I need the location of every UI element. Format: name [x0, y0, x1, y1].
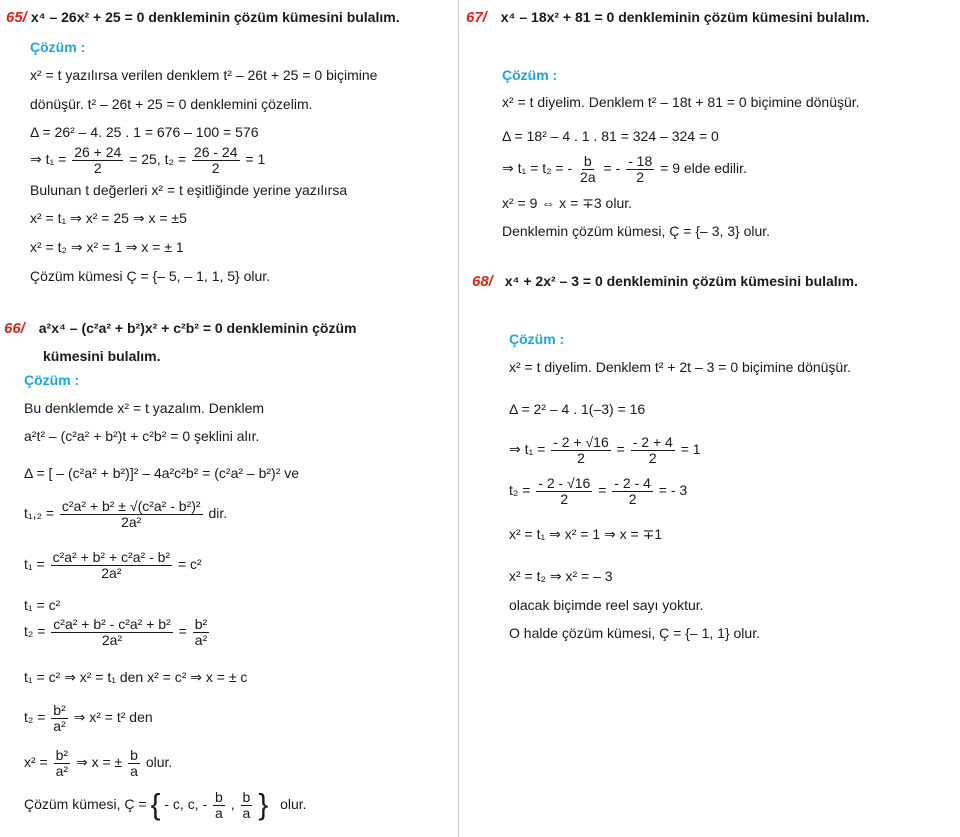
text-line: t₁ = c² ⇒ x² = t₁ den x² = c² ⇒ x = ± c: [24, 669, 248, 685]
right-brace: }: [258, 788, 269, 822]
problem-number: 66/: [4, 320, 25, 337]
equation-text: = 1: [680, 441, 701, 458]
equation-text: =: [598, 482, 607, 499]
fraction: [551, 435, 611, 466]
numerator: 26 - 24: [193, 144, 238, 160]
equation-text: t₂ =: [24, 709, 46, 726]
equation-text: ⇒ x² = t² den: [73, 709, 153, 726]
denominator: a: [215, 805, 223, 821]
denominator: a²: [55, 763, 69, 779]
fraction: [54, 748, 70, 779]
equation-line: [24, 499, 227, 530]
text-line: Bu denklemde x² = t yazalım. Denklem: [24, 400, 265, 416]
fraction: [578, 154, 598, 185]
equation-text: = 9 elde edilir.: [660, 160, 747, 177]
numerator: b²: [55, 747, 69, 763]
text-line: x² = t₁ ⇒ x² = 25 ⇒ x = ±5: [30, 210, 187, 226]
text-line: Bulunan t değerleri x² = t eşitliğinde yerine yazılırsa: [30, 182, 348, 198]
denominator: 2: [211, 160, 220, 176]
equation-text: ,: [230, 796, 235, 813]
denominator: 2a²: [101, 632, 123, 648]
problem-67-heading: [466, 8, 869, 27]
text-line: Δ = 18² – 4 . 1 . 81 = 324 – 324 = 0: [502, 128, 719, 144]
equation-text: t₂ =: [509, 482, 531, 499]
equation-text: olur.: [280, 796, 307, 813]
fraction: [241, 790, 253, 821]
equation-text: t₂ =: [24, 623, 46, 640]
fraction: [631, 435, 675, 466]
numerator: - 2 - 4: [614, 475, 651, 491]
numerator: b²: [53, 702, 66, 718]
denominator: 2a²: [101, 565, 122, 581]
denominator: a: [130, 763, 138, 779]
numerator: c²a² + b² + c²a² - b²: [52, 549, 171, 565]
equation-text: =: [178, 623, 187, 640]
denominator: 2: [636, 169, 645, 185]
problem-statement-cont: kümesini bulalım.: [43, 348, 161, 364]
text-line: x² = t₁ ⇒ x² = 1 ⇒ x = ∓1: [509, 526, 663, 542]
equation-text: = -: [603, 160, 621, 177]
numerator: b: [242, 789, 251, 805]
equation-line: [24, 617, 211, 648]
text-line: x² = 9 ⇔ x = ∓3 olur.: [502, 195, 633, 211]
text-line: Δ = 26² – 4. 25 . 1 = 676 – 100 = 576: [30, 124, 259, 140]
text-line: t₁ = c²: [24, 597, 61, 613]
text-line: olacak biçimde reel sayı yoktur.: [509, 597, 704, 613]
problem-statement: x⁴ + 2x² – 3 = 0 denkleminin çözüm kümesini bulalım.: [504, 273, 858, 289]
problem-statement: x⁴ – 18x² + 81 = 0 denkleminin çözüm kümesini bulalım.: [500, 9, 870, 25]
text-line: x² = t yazılırsa verilen denklem t² – 26t + 25 = 0 biçimine: [30, 67, 378, 83]
fraction: [72, 145, 123, 176]
equation-line: [509, 476, 687, 507]
fraction: [60, 499, 203, 530]
equation-text: = c²: [177, 556, 202, 573]
numerator: - 2 + √16: [553, 434, 609, 450]
text-line: O halde çözüm kümesi, Ç = {– 1, 1} olur.: [509, 625, 760, 641]
text-line: Δ = [ – (c²a² + b²)]² – 4a²c²b² = (c²a² – b²)² ve: [24, 465, 300, 481]
text-line: Çözüm kümesi Ç = {– 5, – 1, 1, 5} olur.: [30, 268, 271, 284]
denominator: 2a: [580, 169, 596, 185]
equation-text: ⇒ t₁ = t₂ = -: [502, 160, 573, 177]
denominator: 2: [93, 160, 102, 176]
equation-line: [30, 145, 265, 176]
denominator: a²: [53, 718, 66, 734]
equation-line: [24, 703, 153, 734]
equation-text: t₁ =: [24, 556, 45, 573]
equation-text: Çözüm kümesi, Ç =: [24, 796, 147, 813]
fraction: [51, 703, 67, 734]
equation-text: dir.: [208, 505, 228, 522]
numerator: b: [130, 747, 138, 763]
numerator: 26 + 24: [74, 144, 122, 160]
denominator: 2: [560, 491, 569, 507]
equation-text: ⇒ t₁ =: [30, 151, 67, 168]
problem-68-heading: [472, 272, 858, 291]
equation-text: t₁,₂ =: [24, 505, 55, 522]
equation-line: [24, 790, 307, 821]
numerator: - 2 + 4: [632, 434, 673, 450]
numerator: b: [215, 789, 223, 805]
fraction: [626, 154, 654, 185]
solution-label: Çözüm :: [502, 67, 558, 83]
text-line: Δ = 2² – 4 . 1(–3) = 16: [509, 401, 646, 417]
equation-text: = 25, t₂ =: [129, 151, 187, 168]
solution-label: Çözüm :: [24, 372, 80, 388]
equation-text: = - 3: [658, 482, 688, 499]
left-brace: {: [150, 788, 161, 822]
fraction: [193, 617, 209, 648]
fraction: [128, 748, 140, 779]
denominator: 2: [577, 450, 585, 466]
problem-66-heading: [4, 319, 356, 338]
equation-text: =: [616, 441, 625, 458]
text-line: x² = t diyelim. Denklem t² + 2t – 3 = 0 biçimine dönüşür.: [509, 359, 851, 375]
numerator: c²a² + b² ± √(c²a² - b²)²: [61, 498, 201, 514]
denominator: 2: [628, 491, 637, 507]
equation-line: [509, 435, 701, 466]
problem-number: 65/: [6, 9, 27, 26]
problem-number: 68/: [472, 273, 493, 290]
equation-line: [24, 550, 202, 581]
solution-label: Çözüm :: [30, 39, 86, 55]
denominator: 2: [648, 450, 657, 466]
fraction: [536, 476, 592, 507]
numerator: - 2 - √16: [538, 475, 591, 491]
numerator: b: [583, 153, 592, 169]
denominator: a²: [194, 632, 208, 648]
numerator: b²: [194, 616, 208, 632]
fraction: [51, 550, 172, 581]
text-line: a²t² – (c²a² + b²)t + c²b² = 0 şeklini alır.: [24, 428, 260, 444]
problem-statement: x⁴ – 26x² + 25 = 0 denkleminin çözüm kümesini bulalım.: [30, 9, 400, 25]
fraction: [51, 617, 172, 648]
text-line: x² = t₂ ⇒ x² = – 3: [509, 568, 613, 584]
fraction: [192, 145, 240, 176]
denominator: 2a²: [121, 514, 142, 530]
equation-line: [502, 154, 747, 185]
text-line: x² = t₂ ⇒ x² = 1 ⇒ x = ± 1: [30, 239, 184, 255]
equation-line: [24, 748, 172, 779]
numerator: - 18: [628, 153, 653, 169]
equation-text: = 1: [245, 151, 266, 168]
problem-statement: a²x⁴ – (c²a² + b²)x² + c²b² = 0 denkleminin çözüm: [38, 320, 357, 336]
fraction: [612, 476, 653, 507]
denominator: a: [242, 805, 251, 821]
equation-text: olur.: [145, 754, 173, 771]
equation-text: ⇒ t₁ =: [509, 441, 546, 458]
equation-text: - c, c, -: [164, 796, 208, 813]
column-divider: [458, 0, 459, 837]
numerator: c²a² + b² - c²a² + b²: [53, 616, 171, 632]
text-line: x² = t diyelim. Denklem t² – 18t + 81 = 0 biçimine dönüşür.: [502, 94, 860, 110]
problem-number: 67/: [466, 9, 487, 26]
solution-label: Çözüm :: [509, 331, 565, 347]
text-line: dönüşür. t² – 26t + 25 = 0 denklemini çözelim.: [30, 96, 313, 112]
text-line: Denklemin çözüm kümesi, Ç = {– 3, 3} olur.: [502, 223, 771, 239]
fraction: [213, 790, 225, 821]
equation-text: ⇒ x = ±: [75, 754, 123, 771]
equation-text: x² =: [24, 754, 48, 771]
problem-65-heading: [6, 8, 400, 27]
